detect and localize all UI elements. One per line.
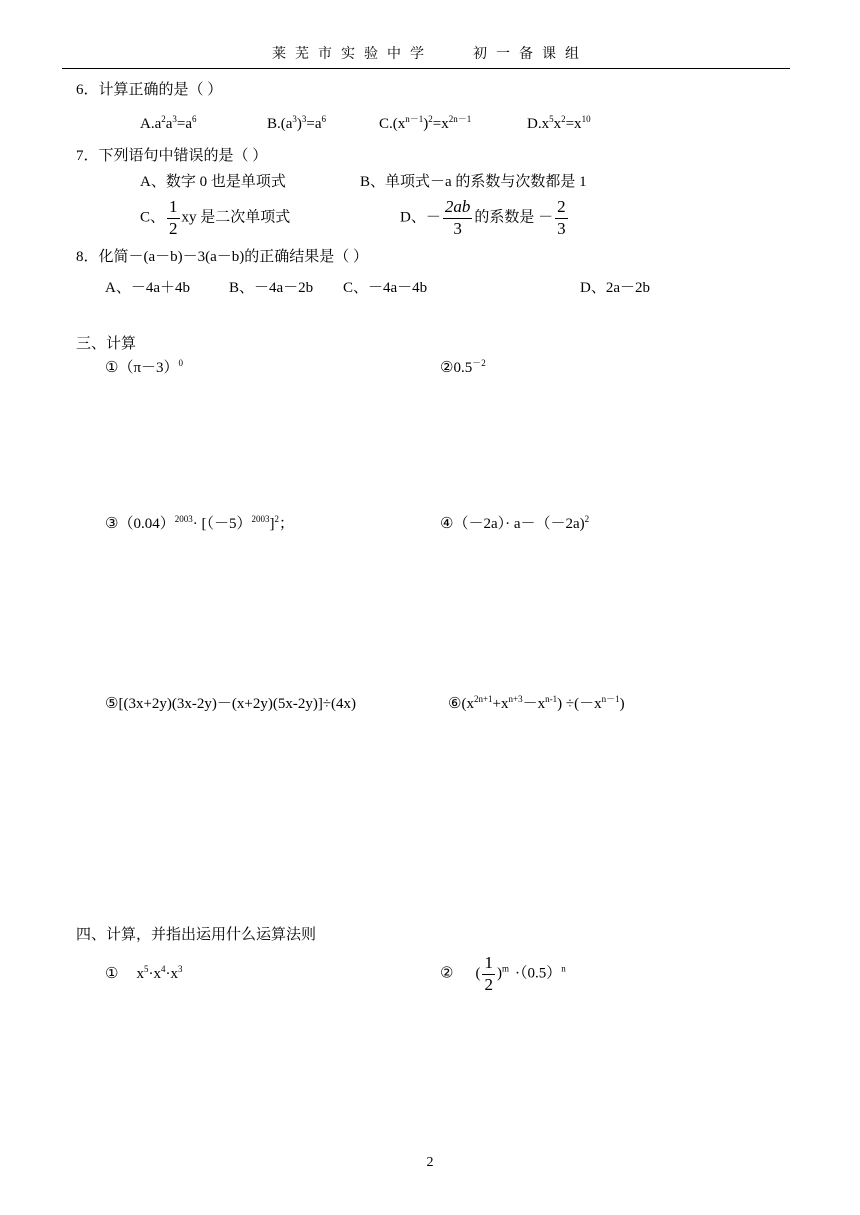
q6-option-b: $B.(a^3)^3=a^6$ [267, 114, 327, 132]
header-rule [62, 68, 790, 69]
s4-problem-2: ② ( $\frac{1}{2}$ )$^m \cdot(0.5)^n$ [440, 953, 566, 994]
q6-option-a: $A.a^2a^3=a^6$ [140, 114, 197, 132]
s3-problem-4: ④（－2a）· a－（－2a)$^2$ [440, 514, 590, 532]
q8-option-c: C、－4a－4b [343, 280, 428, 296]
section-3-title: 三、计算 [76, 336, 137, 352]
q7-stem: 7．下列语句中错误的是（ ） [76, 148, 268, 164]
q7-option-d: D、－ $\frac{2ab}{3}$ 的系数是 － $\frac{2}{3}$ [400, 197, 566, 238]
q6-option-c: $C.(x^{n-1})^2=x^{2n-1}$ [379, 114, 472, 132]
header-school: 莱芜市实验中学 [272, 47, 433, 62]
s4-p2-fraction: $\frac{1}{2}$ [484, 953, 493, 994]
s3-problem-6: $⑥(x^{2n+1}+x^{n+3}-x^{n-1}) \div(-x^{n-1})$ [448, 694, 625, 712]
q7-option-a: A、数字 0 也是单项式 [140, 174, 286, 190]
q6-stem: 6．计算正确的是（ ） [76, 82, 223, 98]
q7-option-c: C、 $\frac{1}{2}$ xy 是二次单项式 [140, 197, 291, 238]
q6-option-d: $D.x^5x^2=x^{10}$ [527, 114, 591, 132]
page-header [0, 48, 860, 62]
s3-problem-2: $②0.5^{-2}$ [440, 358, 486, 376]
q8-stem: 8．化简－(a－b)－3(a－b)的正确结果是（ ） [76, 249, 369, 265]
page-number: 2 [426, 1155, 434, 1170]
q8-option-a: A、－4a＋4b [105, 280, 190, 296]
q7-d-fraction-2: $\frac{2}{3}$ [557, 197, 566, 238]
q7-c-fraction: $\frac{1}{2}$ [169, 197, 178, 238]
q8-option-d: D、2a－2b [580, 280, 650, 296]
s3-problem-5: ⑤[(3x+2y)(3x-2y)－(x+2y)(5x-2y)]÷(4x) [105, 696, 357, 712]
section-4-title: 四、计算，并指出运用什么运算法则 [76, 927, 317, 943]
q7-option-b: B、单项式－a 的系数与次数都是 1 [360, 174, 587, 190]
s3-problem-1: $①(\pi-3)^0$ [105, 358, 184, 376]
q8-option-b: B、－4a－2b [229, 280, 314, 296]
q7-d-fraction: $\frac{2ab}{3}$ [444, 197, 471, 238]
s3-problem-3: $③(0.04)^{2003}\cdot [(-5)^{2003}]^2$； [105, 514, 294, 532]
header-group: 初一备课组 [473, 47, 588, 62]
s4-problem-1: ① $x^5\cdot x^4\cdot x^3$ [105, 964, 183, 982]
